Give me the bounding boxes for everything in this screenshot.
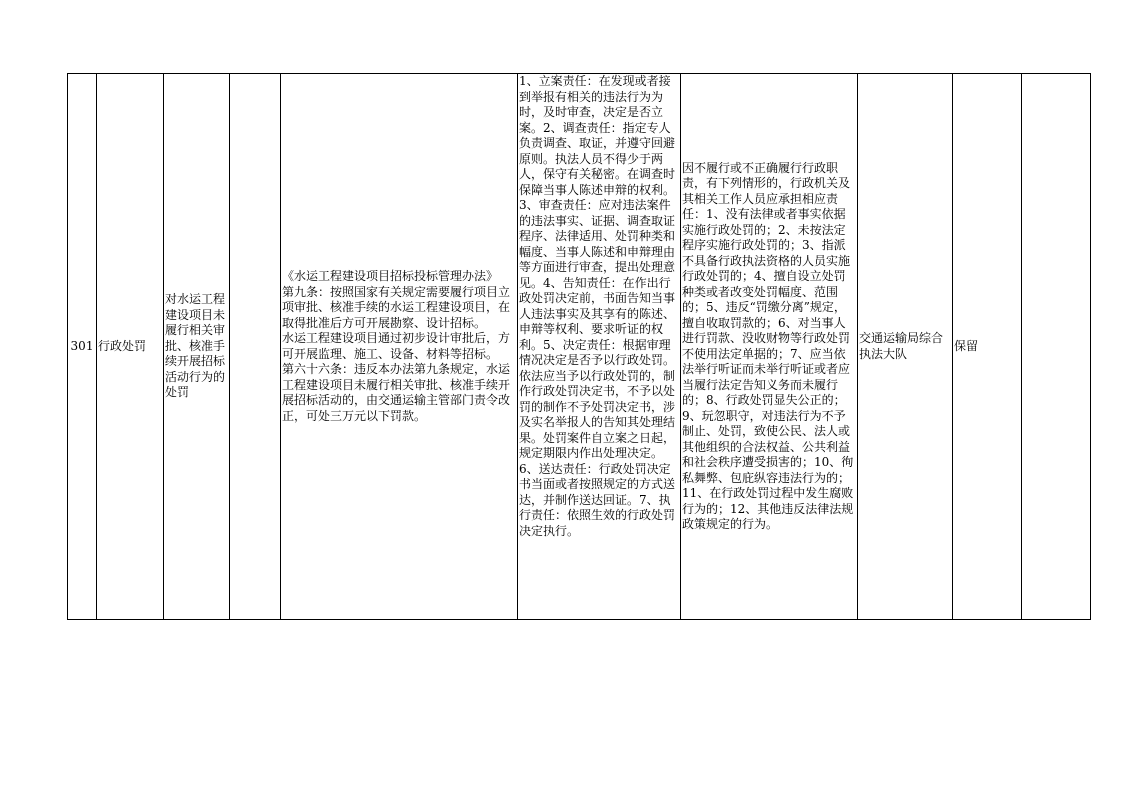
department: 交通运输局综合执法大队 — [859, 331, 944, 361]
legal-basis-cell — [281, 74, 518, 620]
empty-cell — [230, 74, 281, 620]
power-type: 行政处罚 — [98, 338, 147, 353]
responsibility-text: 1、立案责任：在发现或者接到举报有相关的违法行为为时，及时审查，决定是否立案。2、调查责任：指定专人负责调查、取证，并遵守回避原则。执法人员不得少于两人，保守有关秘密。在调查时保障当事人陈述申辩的权利。3、审查责任：应对违法案件的违法事实、证据、调查取证程序、法律适用、处罚种类和幅度、当事人陈述和申辩理由等方面进行审查，提出处理意见。4、告知责任：在作出行政处罚决定前，书面告知当事人违法事实及其享有的陈述、申辩等权利、要求听证的权利。5、决定责任：根据审理情况决定是否予以行政处罚。依法应当予以行政处罚的，制作行政处罚决定书，不予以处罚的制作不予处罚决定书，涉及实名举报人的告知其处理结果。处罚案件自立案之日起，规定期限内作出处理决定。 6、送达责任：行政处罚决定书当面或者按照规定的方式送达，并制作送达回证。7、执行责任：依照生效的行政处罚决定执行。 — [519, 74, 676, 538]
department-cell — [858, 74, 953, 620]
power-type-cell — [97, 74, 164, 620]
legal-basis: 《水运工程建设项目招标投标管理办法》 第九条：按照国家有关规定需要履行项目立项审批、核准手续的水运工程建设项目，在取得批准后方可开展勘察、设计招标。 水运工程建设项目通过初步设计审批后，方可开展监理、施工、设备、材料等招标。 第六十六条：违反本办法第九条规定，水运工程建设项目未履行相关审批、核准手续开展招标活动的，由交通运输主管部门责令改正，可处三万元以下罚款。 — [282, 269, 511, 423]
status: 保留 — [954, 338, 979, 353]
liability-text: 因不履行或不正确履行行政职责，有下列情形的，行政机关及其相关工作人员应承担相应责任：1、没有法律或者事实依据实施行政处罚的；2、未按法定程序实施行政处罚的；3、指派不具备行政执法资格的人员实施行政处罚的；4、擅自设立处罚种类或者改变处罚幅度、范围的；5、违反“罚缴分离”规定，擅自收取罚款的；6、对当事人进行罚款、没收财物等行政处罚不使用法定单据的；7、应当依法举行听证而未举行听证或者应当履行法定告知义务而未履行的；8、行政处罚显失公正的；9、玩忽职守，对违法行为不予制止、处罚，致使公民、法人或其他组织的合法权益、公共利益和社会秩序遭受损害的；10、徇私舞弊、包庇纵容违法行为的；11、在行政处罚过程中发生腐败行为的；12、其他违反法律法规政策规定的行为。 — [682, 160, 854, 531]
table-row — [68, 74, 1091, 620]
item-name-cell — [164, 74, 230, 620]
item-name: 对水运工程建设项目未履行相关审批、核准手续开展招标活动行为的处罚 — [165, 292, 226, 400]
remarks-cell — [1022, 74, 1091, 620]
responsibility-cell — [518, 74, 681, 620]
row-number-cell — [68, 74, 97, 620]
liability-cell — [681, 74, 858, 620]
row-number: 301 — [70, 338, 94, 353]
status-cell — [953, 74, 1022, 620]
power-list-table — [67, 73, 1091, 620]
